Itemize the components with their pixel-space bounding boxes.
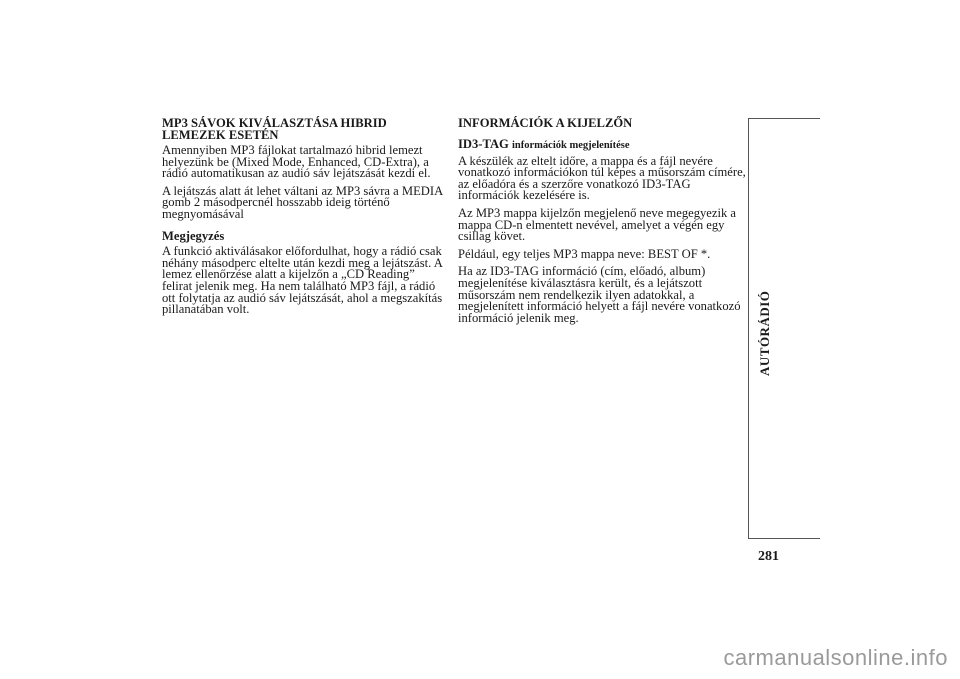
display-info-paragraph-4: Ha az ID3-TAG információ (cím, előadó, album) megjelenítése kiválasztásra került, és a lejátszott műsorszám nem rendelkezik ilyen adatokkal, a megjelenített információ helyett a fájl nevére vonatkozó információ jelenik meg. [458,264,741,325]
sidebar-frame-bottom [748,538,820,539]
left-column [162,117,444,322]
hybrid-mp3-heading-line1: MP3 SÁVOK KIVÁLASZTÁSA HIBRID [162,116,387,130]
display-info-paragraph-1: A készülék az eltelt időre, a mappa és a fájl nevére vonatkozó információkon túl képes a műsorszám címére, az előadóra és a szerzőre vonatkozó ID3-TAG információk kezelésére is. [458,153,746,203]
hybrid-mp3-heading [162,117,444,141]
sidebar-frame-vertical [748,118,749,538]
id3-tag-subheading-prefix: ID3-TAG [458,137,509,151]
sidebar-frame-top [748,118,820,119]
hybrid-mp3-paragraph-2: A lejátszás alatt át lehet váltani az MP3 sávra a MEDIA gomb 2 másodpercnél hosszabb ideig történő megnyomásával [162,183,443,221]
display-info-paragraph-2: Az MP3 mappa kijelzőn megjelenő neve megegyezik a mappa CD-n elmentett nevével, amelyet a végén egy csillag követ. [458,205,737,244]
section-tab-label: AUTÓRÁDIÓ [757,290,772,376]
display-info-paragraph-3: Például, egy teljes MP3 mappa neve: BEST OF *. [458,246,711,261]
note-heading: Megjegyzés [162,228,225,243]
right-column [458,117,748,330]
id3-tag-subheading-suffix: információk megjelenítése [512,140,630,151]
watermark: carmanualsonline.info [723,645,948,670]
hybrid-mp3-paragraph-1: Amennyiben MP3 fájlokat tartalmazó hibrid lemezt helyezünk be (Mixed Mode, Enhanced, CD-Extra), a rádió automatikusan az audió sáv lejátszását kezdi el. [162,143,431,181]
hybrid-mp3-heading-line2: LEMEZEK ESETÉN [162,128,279,142]
page-number: 281 [758,549,779,564]
note-text: A funkció aktiválásakor előfordulhat, hogy a rádió csak néhány másodperc eltelte után kezdi meg a lejátszást. A lemez ellenőrzése alatt a kijelzőn a „CD Reading” felirat jelenik meg. Ha nem található MP3 fájl, a rádió ott folytatja az audió sáv lejátszását, ahol a megszakítás pillanatában volt. [162,244,443,317]
display-info-heading: INFORMÁCIÓK A KIJELZŐN [458,116,633,130]
id3-tag-subheading [458,139,748,152]
